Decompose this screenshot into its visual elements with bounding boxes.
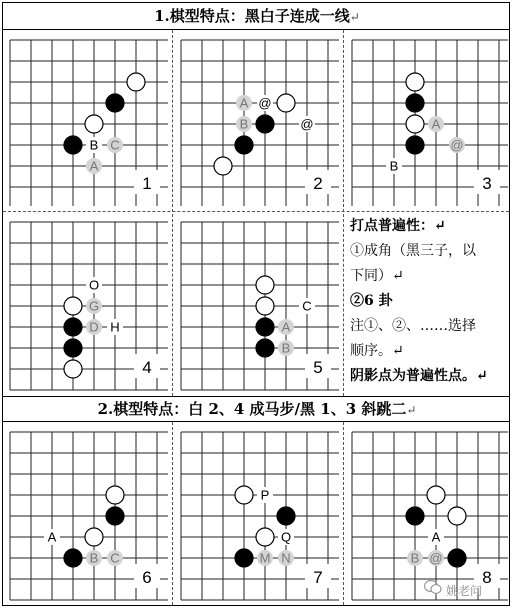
black-stone [256,318,274,336]
section1-title: 1.棋型特点：黑白子连成一线↵ [154,7,360,25]
board-label-C [299,298,315,314]
svg-text:8: 8 [482,568,492,587]
svg-text:B: B [281,340,291,356]
white-stone [106,486,124,504]
watermark-text: 姚老问 [446,584,483,598]
svg-text:7: 7 [313,568,323,587]
svg-text:Q: Q [280,529,292,545]
svg-text:D: D [89,319,99,335]
white-stone [448,507,466,525]
black-stone [277,507,295,525]
white-stone [214,157,232,175]
board-label-B [386,158,402,174]
svg-text:@: @ [258,95,272,111]
black-stone [235,136,253,154]
svg-text:B: B [239,116,249,132]
board-label-B [86,550,102,566]
svg-text:C: C [110,550,120,566]
svg-text:G: G [88,298,100,314]
board-number [134,564,160,588]
wechat-icon [424,579,442,595]
svg-text:A: A [281,319,291,335]
note-line-4: ②6 卦 [350,293,393,309]
board-label-Q [278,529,294,545]
board-label-G [86,298,102,314]
board-number [474,170,500,194]
white-stone [406,73,424,91]
board-label-@ [257,95,273,111]
board-label-A [236,95,252,111]
notes-panel [350,214,508,389]
white-stone [256,297,274,315]
board-label-@ [299,116,315,132]
board-label-A [278,319,294,335]
board-number [305,354,331,378]
board-label-M [257,550,273,566]
white-stone [64,297,82,315]
black-stone [235,549,253,567]
note-line-1: 打点普遍性：↵ [350,218,446,234]
white-stone [406,115,424,133]
board-label-C [107,550,123,566]
black-stone [256,115,274,133]
svg-text:C: C [302,298,312,314]
white-stone [85,115,103,133]
svg-text:1: 1 [142,174,152,193]
board-label-@ [428,550,444,566]
board-label-P [257,487,273,503]
svg-text:4: 4 [142,358,152,377]
board-label-@ [449,137,465,153]
note-line-6: 顺序。↵ [350,343,404,359]
black-stone [406,136,424,154]
svg-text:O: O [88,277,100,293]
section2-title: 2.棋型特点：白 2、4 成马步/黑 1、3 斜跳二↵ [97,400,417,418]
svg-text:C: C [110,137,120,153]
white-stone [127,73,145,91]
board-number [305,170,331,194]
note-line-2: ①成角（黑三子，以 [350,243,476,259]
board-label-H [107,319,123,335]
svg-text:A: A [431,529,441,545]
svg-text:@: @ [429,550,443,566]
svg-text:@: @ [450,137,464,153]
svg-text:B: B [89,137,99,153]
black-stone [64,318,82,336]
svg-text:5: 5 [313,358,323,377]
board-label-B [278,340,294,356]
board-label-D [86,319,102,335]
white-stone [256,276,274,294]
board-number [134,170,160,194]
svg-text:A: A [239,95,249,111]
note-line-5: 注①、②、……选择 [350,318,476,334]
black-stone [106,507,124,525]
svg-text:P: P [260,487,270,503]
white-stone [256,528,274,546]
note-line-3: 下同）↵ [350,268,404,284]
white-stone [427,486,445,504]
svg-text:@: @ [300,116,314,132]
svg-text:6: 6 [142,568,152,587]
note-line-7: 阴影点为普遍性点。↵ [350,368,488,384]
svg-text:A: A [431,116,441,132]
svg-text:2: 2 [313,174,323,193]
svg-text:3: 3 [482,174,492,193]
black-stone [64,136,82,154]
svg-text:B: B [89,550,99,566]
board-label-A [428,116,444,132]
white-stone [235,486,253,504]
svg-text:H: H [110,319,120,335]
board-label-A [44,529,60,545]
svg-text:N: N [281,550,291,566]
black-stone [64,549,82,567]
board-label-B [236,116,252,132]
svg-text:A: A [47,529,57,545]
black-stone [448,549,466,567]
svg-text:B: B [410,550,420,566]
board-label-C [107,137,123,153]
divider-mid [2,396,510,397]
black-stone [64,339,82,357]
board-label-B [407,550,423,566]
black-stone [406,507,424,525]
board-label-O [86,277,102,293]
black-stone [106,94,124,112]
white-stone [64,360,82,378]
black-stone [256,339,274,357]
board-label-N [278,550,294,566]
board-label-B [86,137,102,153]
black-stone [406,94,424,112]
svg-text:A: A [89,158,99,174]
board-number [305,564,331,588]
board-label-A [86,158,102,174]
board-label-A [428,529,444,545]
white-stone [85,528,103,546]
svg-text:M: M [259,550,271,566]
svg-text:B: B [389,158,399,174]
board-number [134,354,160,378]
white-stone [277,94,295,112]
